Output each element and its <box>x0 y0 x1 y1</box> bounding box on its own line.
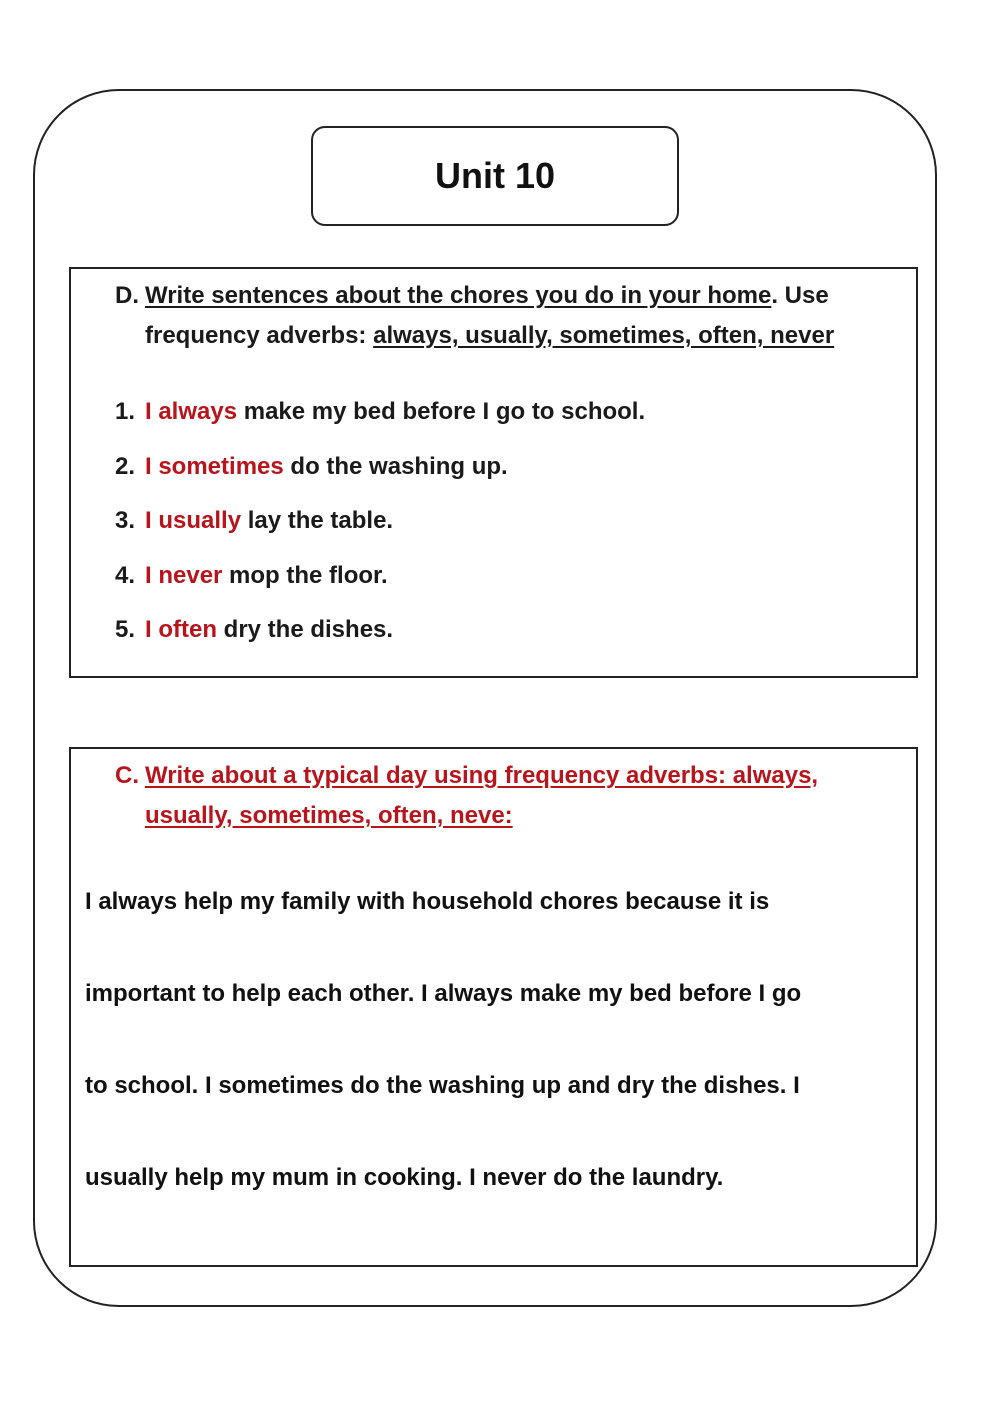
section-c-box <box>69 747 918 1267</box>
item-text: mop the floor. <box>222 561 388 589</box>
list-item <box>115 447 645 502</box>
paragraph-line: important to help each other. I always make my bed before I go <box>85 980 802 1007</box>
list-item <box>115 556 645 611</box>
item-answer: I often <box>145 616 217 644</box>
item-number: 1. <box>115 398 136 425</box>
paragraph-line: to school. I sometimes do the washing up and dry the dishes. I <box>85 1072 800 1099</box>
section-c-instruction <box>115 756 898 836</box>
paragraph-line: usually help my mum in cooking. I never do the laundry. <box>85 1164 724 1191</box>
item-answer: I sometimes <box>145 452 284 480</box>
list-item <box>115 392 645 447</box>
item-number: 3. <box>115 507 136 535</box>
section-c-instruction-text: Write about a typical day using frequency adverbs: always, usually, sometimes, often, neve: <box>145 762 819 829</box>
section-d-instruction <box>115 276 898 356</box>
list-item <box>115 501 645 556</box>
section-d-box <box>69 267 918 678</box>
section-c-letter: C. <box>115 762 139 789</box>
item-number: 2. <box>115 452 136 480</box>
item-answer: I usually <box>145 507 242 535</box>
item-text: lay the table. <box>241 507 394 535</box>
page-title: Unit 10 <box>434 155 556 196</box>
item-number: 5. <box>115 616 136 644</box>
section-d-adverbs: always, usually, sometimes, often, never <box>373 322 835 349</box>
list-item <box>115 610 645 665</box>
item-number: 4. <box>115 561 136 589</box>
section-d-letter: D. <box>115 282 139 309</box>
section-d-answer-list <box>115 392 645 665</box>
paragraph-line: I always help my family with household chores because it is <box>85 888 770 915</box>
item-answer: I always <box>145 398 238 425</box>
item-text: dry the dishes. <box>217 616 394 644</box>
section-c-paragraph <box>85 882 905 1250</box>
section-d-instruction-rest: . Use <box>771 282 829 309</box>
section-d-instruction-line2-prefix: frequency adverbs: <box>145 322 374 349</box>
item-text: do the washing up. <box>283 452 508 480</box>
title-box <box>311 126 679 226</box>
section-d-instruction-underlined: Write sentences about the chores you do in your home <box>145 282 772 309</box>
item-text: make my bed before I go to school. <box>237 398 646 425</box>
item-answer: I never <box>145 561 223 589</box>
